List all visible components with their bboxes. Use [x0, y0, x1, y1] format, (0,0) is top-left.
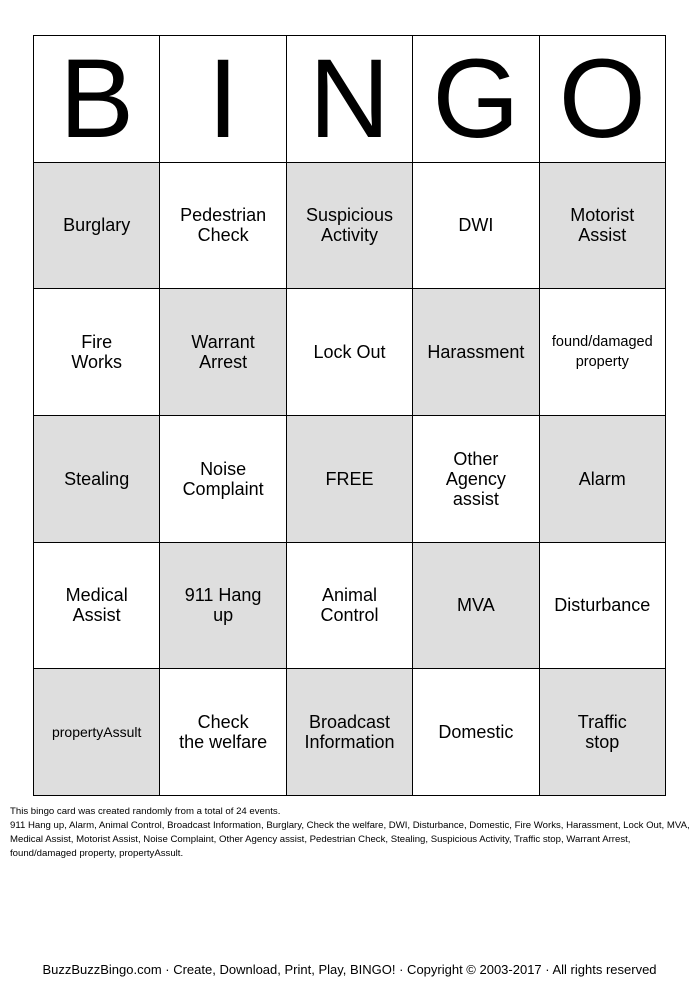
bingo-square: Domestic	[413, 669, 539, 796]
bingo-square: Harassment	[413, 289, 539, 416]
bingo-square: Animal Control	[287, 543, 413, 670]
header-letter-n: N	[287, 36, 413, 163]
card-info-summary: This bingo card was created randomly from a total of 24 events.	[10, 806, 281, 817]
bingo-square: Noise Complaint	[160, 416, 286, 543]
header-letter-i: I	[160, 36, 286, 163]
bingo-square: 911 Hang up	[160, 543, 286, 670]
bingo-square: Burglary	[34, 163, 160, 290]
bingo-square: Fire Works	[34, 289, 160, 416]
bingo-card	[33, 35, 666, 796]
card-info-event-list: 911 Hang up, Alarm, Animal Control, Broadcast Information, Burglary, Check the welfare, DWI, Disturbance, Domestic, Fire Works, Harassment, Lock Out, MVA, Medical Assist, Motorist Assist, Noise Complaint, Other Agency assist, Pedestrian Check, Stealing, Suspicious Activity, Traffic stop, Warrant Arrest, found/damaged property, propertyAssult.	[10, 820, 690, 859]
bingo-square: MVA	[413, 543, 539, 670]
bingo-square: propertyAssult	[34, 669, 160, 796]
bingo-square: Stealing	[34, 416, 160, 543]
bingo-square: Medical Assist	[34, 543, 160, 670]
bingo-square: Check the welfare	[160, 669, 286, 796]
bingo-square: Disturbance	[540, 543, 666, 670]
bingo-square: Warrant Arrest	[160, 289, 286, 416]
bingo-square: Motorist Assist	[540, 163, 666, 290]
bingo-square: DWI	[413, 163, 539, 290]
bingo-square: Suspicious Activity	[287, 163, 413, 290]
free-square: FREE	[287, 416, 413, 543]
footer-copyright: BuzzBuzzBingo.com · Create, Download, Print, Play, BINGO! · Copyright © 2003-2017 · All rights reserved	[42, 962, 657, 977]
header-letter-o: O	[540, 36, 666, 163]
bingo-square: found/damaged property	[540, 289, 666, 416]
bingo-square: Lock Out	[287, 289, 413, 416]
bingo-square: Broadcast Information	[287, 669, 413, 796]
bingo-square: Alarm	[540, 416, 666, 543]
bingo-square: Pedestrian Check	[160, 163, 286, 290]
bingo-square: Traffic stop	[540, 669, 666, 796]
card-info	[10, 805, 690, 861]
bingo-square: Other Agency assist	[413, 416, 539, 543]
header-letter-g: G	[413, 36, 539, 163]
header-letter-b: B	[34, 36, 160, 163]
